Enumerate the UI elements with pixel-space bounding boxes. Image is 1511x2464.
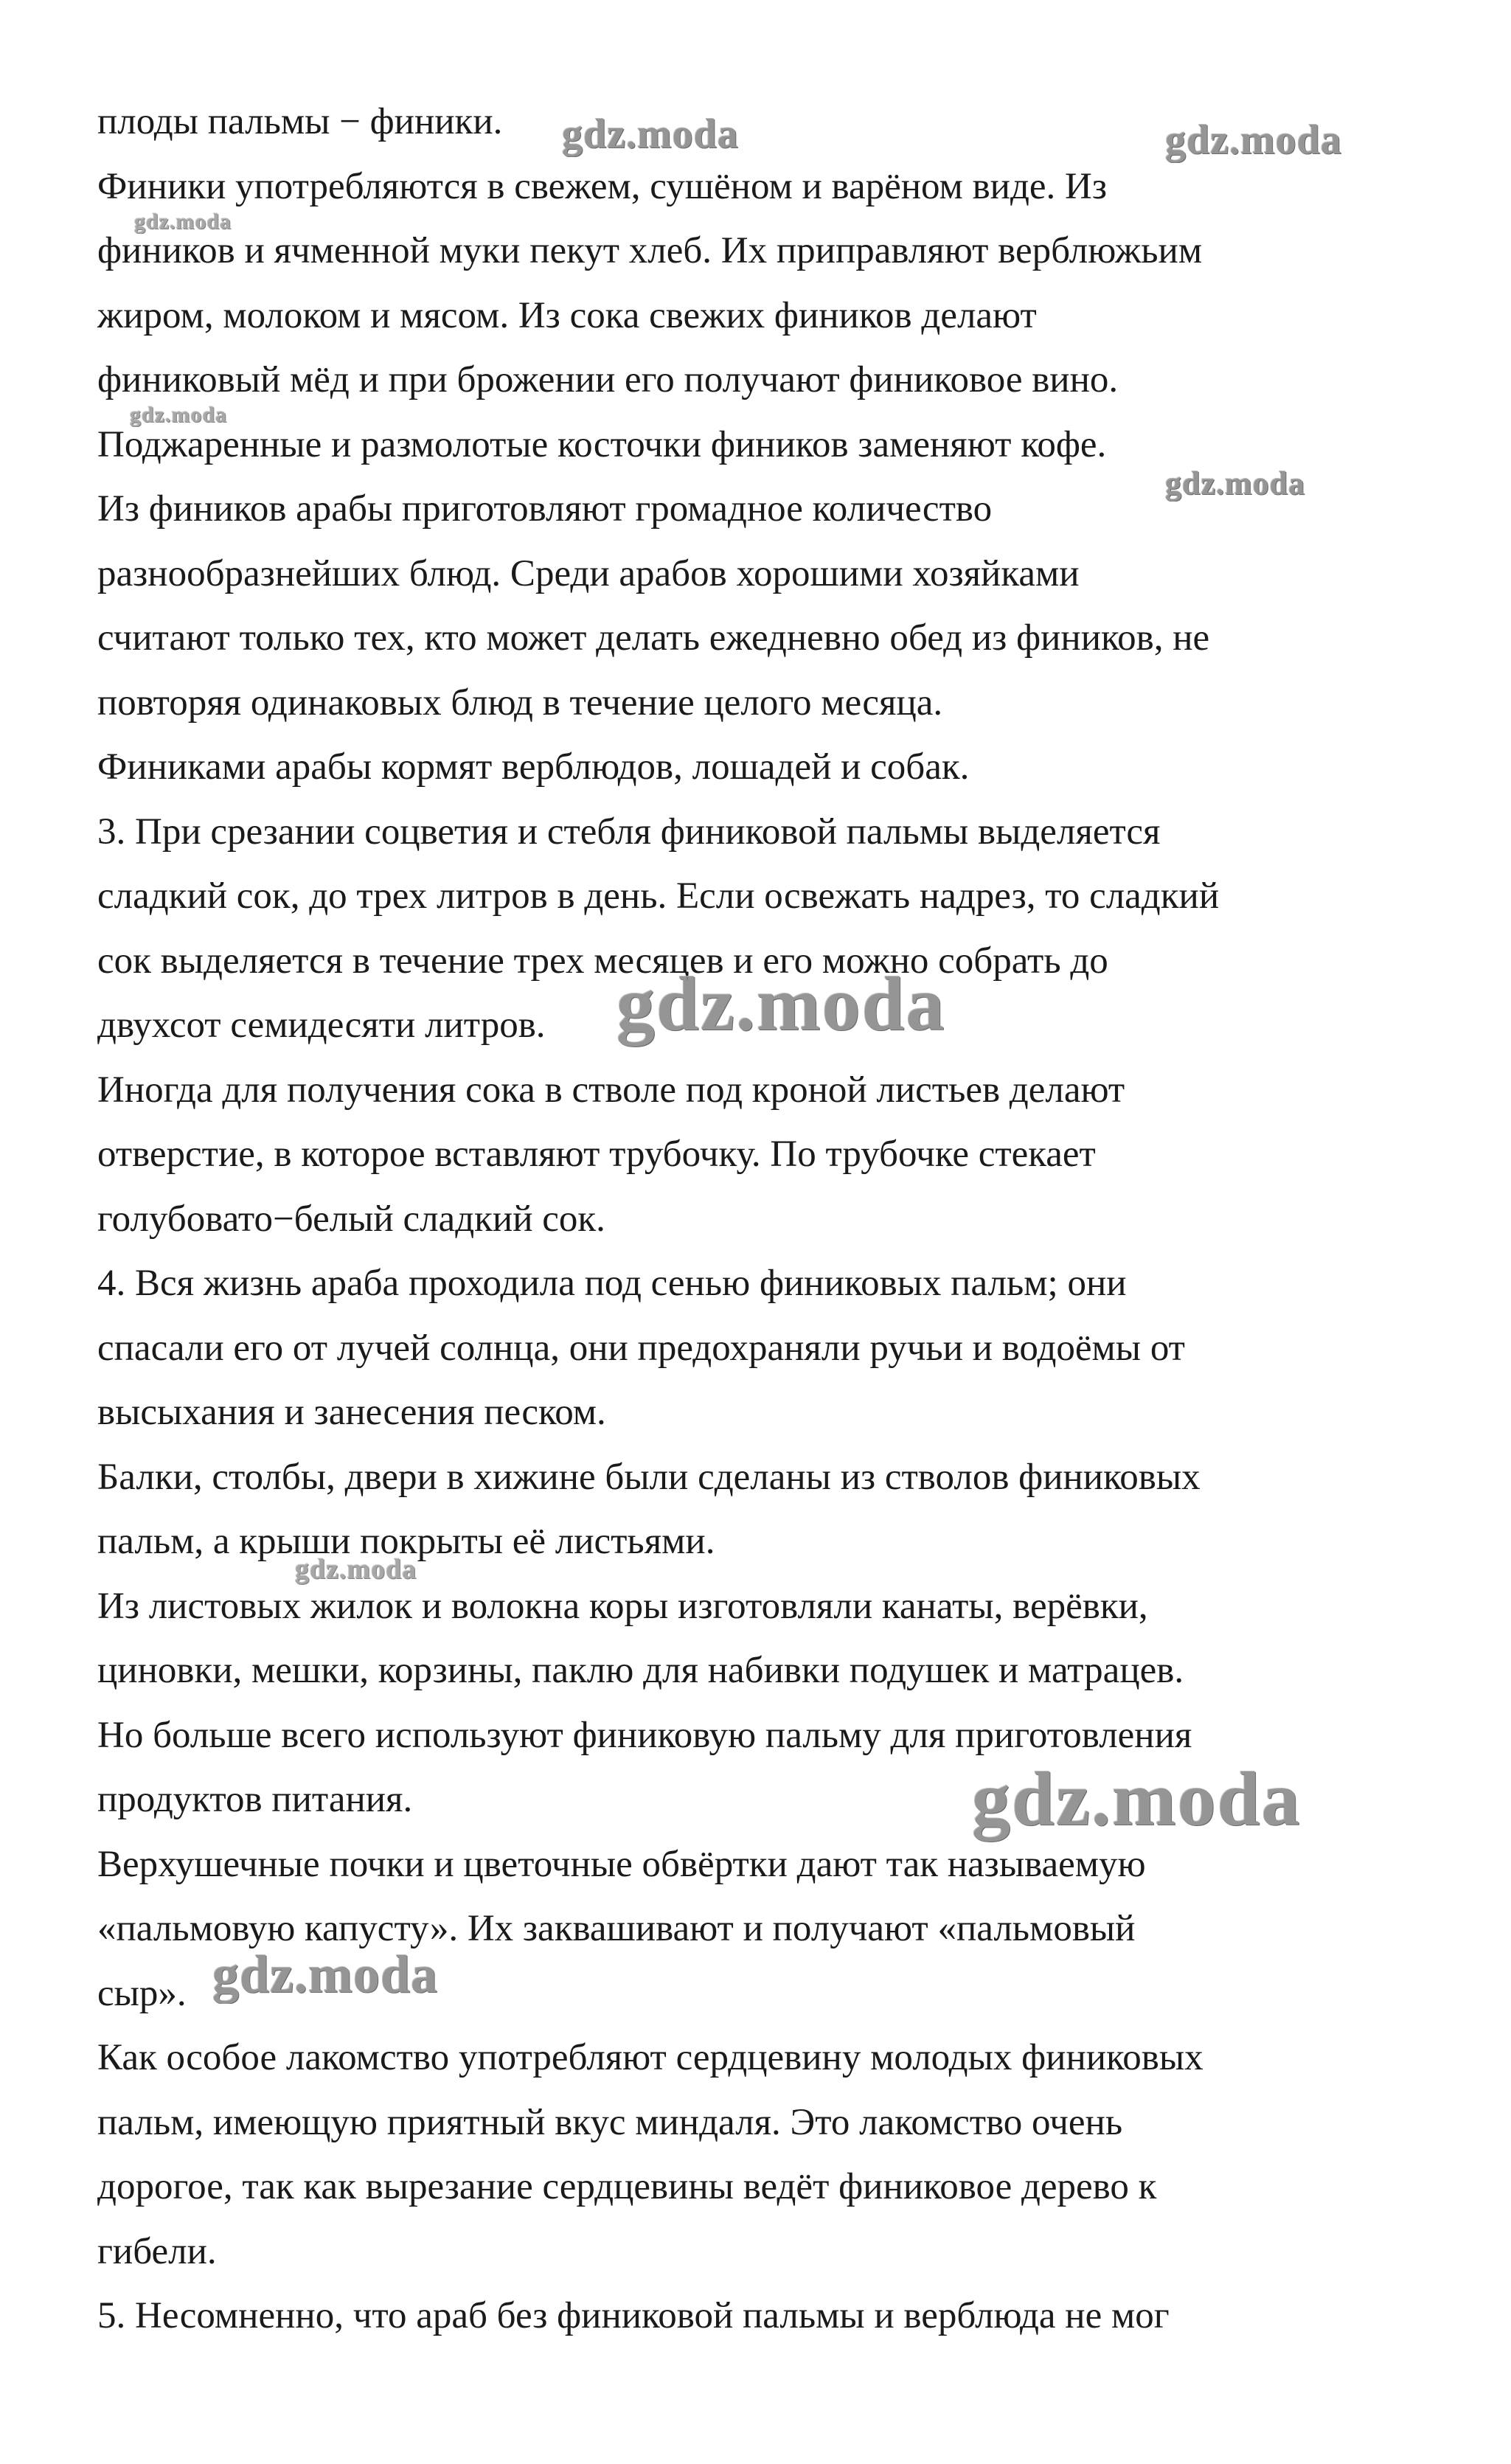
text-line: 4. Вся жизнь араба проходила под сенью финиковых пальм; они: [97, 1263, 1127, 1304]
text-line: пальм, а крыши покрыты её листьями.: [97, 1521, 715, 1562]
text-line: двухсот семидесяти литров.: [97, 1004, 546, 1046]
text-line: Финики употребляются в свежем, сушёном и варёном виде. Из: [97, 165, 1108, 207]
text-line: циновки, мешки, корзины, паклю для набивки подушек и матрацев.: [97, 1650, 1184, 1691]
text-line: «пальмовую капусту». Их заквашивают и получают «пальмовый: [97, 1908, 1136, 1949]
text-line: голубовато−белый сладкий сок.: [97, 1198, 605, 1240]
text-line: считают только тех, кто может делать ежедневно обед из фиников, не: [97, 617, 1210, 659]
text-line: Поджаренные и размолотые косточки фиников заменяют кофе.: [97, 423, 1107, 465]
text-line: отверстие, в которое вставляют трубочку. По трубочке стекает: [97, 1134, 1096, 1175]
text-line: сок выделяется в течение трех месяцев и его можно собрать до: [97, 940, 1108, 982]
text-line: Балки, столбы, двери в хижине были сделаны из стволов финиковых: [97, 1456, 1201, 1498]
text-line: сладкий сок, до трех литров в день. Если освежать надрез, то сладкий: [97, 875, 1220, 917]
text-line: 5. Несомненно, что араб без финиковой пальмы и верблюда не мог: [97, 2295, 1170, 2336]
text-line: финиковый мёд и при брожении его получают финиковое вино.: [97, 359, 1119, 400]
text-line: пальм, имеющую приятный вкус миндаля. Это лакомство очень: [97, 2101, 1123, 2143]
text-line: фиников и ячменной муки пекут хлеб. Их приправляют верблюжьим: [97, 230, 1203, 271]
text-line: Но больше всего используют финиковую пальму для приготовления: [97, 1714, 1192, 1756]
text-line: плоды пальмы − финики.: [97, 101, 503, 142]
watermark: gdz.moda: [130, 403, 228, 427]
text-line: продуктов питания.: [97, 1779, 413, 1820]
text-line: Верхушечные почки и цветочные обвёртки дают так называемую: [97, 1843, 1146, 1885]
watermark: gdz.moda: [1165, 465, 1306, 502]
text-line: спасали его от лучей солнца, они предохраняли ручьи и водоёмы от: [97, 1327, 1185, 1369]
watermark: gdz.moda: [1165, 117, 1342, 163]
text-line: дорогое, так как вырезание сердцевины ведёт финиковое дерево к: [97, 2166, 1157, 2207]
text-line: Финиками арабы кормят верблюдов, лошадей и собак.: [97, 746, 970, 788]
text-line: Как особое лакомство употребляют сердцевину молодых финиковых: [97, 2037, 1203, 2078]
text-line: Из фиников арабы приготовляют громадное количество: [97, 488, 993, 530]
document-text: [97, 90, 1484, 2349]
text-line: 3. При срезании соцветия и стебля финиковой пальмы выделяется: [97, 811, 1161, 853]
text-line: Из листовых жилок и волокна коры изготовляли канаты, верёвки,: [97, 1585, 1148, 1627]
text-line: жиром, молоком и мясом. Из сока свежих фиников делают: [97, 294, 1037, 336]
text-line: повторяя одинаковых блюд в течение целого месяца.: [97, 681, 943, 723]
text-line: высыхания и занесения песком.: [97, 1392, 606, 1433]
text-line: Иногда для получения сока в стволе под кроной листьев делают: [97, 1069, 1125, 1111]
watermark: gdz.moda: [295, 1554, 417, 1585]
watermark: gdz.moda: [562, 111, 739, 157]
watermark: gdz.moda: [212, 1945, 439, 2004]
text-line: сыр».: [97, 1972, 187, 2014]
text-line: гибели.: [97, 2230, 217, 2272]
watermark: gdz.moda: [616, 962, 946, 1047]
text-line: разнообразнейших блюд. Среди арабов хорошими хозяйками: [97, 552, 1080, 594]
watermark: gdz.moda: [134, 209, 232, 234]
watermark: gdz.moda: [972, 1757, 1302, 1842]
